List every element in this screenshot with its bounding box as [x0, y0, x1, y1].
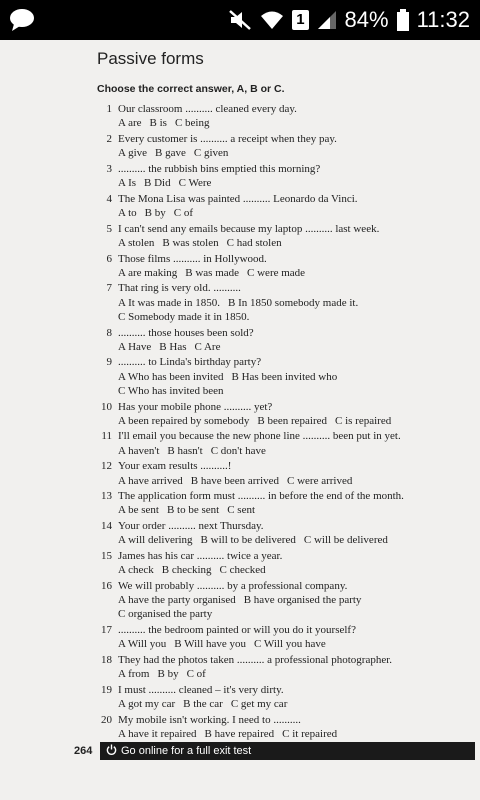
question-item — [100, 713, 460, 741]
answer-option: A to — [118, 206, 137, 219]
question-item — [100, 102, 460, 130]
question-text: Every customer is .......... a receipt when they pay. — [118, 132, 337, 145]
mute-icon — [228, 9, 252, 31]
answer-option: B by — [144, 206, 166, 219]
question-text: .......... the bedroom painted or will you do it yourself? — [118, 624, 356, 637]
question-text: .......... the rubbish bins emptied this morning? — [118, 162, 321, 175]
question-text: Those films .......... in Hollywood. — [118, 252, 267, 265]
sim-badge: 1 — [292, 10, 308, 30]
question-text: That ring is very old. .......... — [118, 282, 241, 295]
answer-option: B have been arrived — [190, 474, 280, 487]
answer-option: A been repaired by somebody — [118, 414, 250, 427]
answer-option: A have it repaired — [118, 728, 197, 741]
question-number: 11 — [101, 430, 112, 443]
answer-option: A give — [118, 147, 148, 160]
answer-options — [118, 414, 460, 428]
question-number: 2 — [106, 132, 112, 145]
answer-options — [118, 444, 460, 458]
page-number: 264 — [74, 745, 93, 757]
question-number: 7 — [106, 282, 112, 295]
question-number: 18 — [101, 654, 112, 667]
answer-options — [118, 370, 460, 384]
question-number: 1 — [106, 103, 112, 115]
instruction: Choose the correct answer, A, B or C. — [97, 83, 285, 95]
wifi-icon — [260, 9, 284, 31]
question-item — [100, 549, 460, 577]
question-number: 9 — [106, 356, 112, 369]
question-number: 3 — [106, 162, 112, 175]
question-number: 20 — [101, 713, 112, 726]
answer-options — [118, 667, 460, 681]
answer-option: C Somebody made it in 1850. — [118, 310, 250, 323]
question-text: We will probably .......... by a professional company. — [118, 580, 348, 592]
question-number: 15 — [101, 550, 112, 563]
answer-option: C had stolen — [226, 236, 282, 249]
book-page — [0, 40, 480, 800]
answer-option: B In 1850 somebody made it. — [228, 296, 359, 309]
question-text: I can't send any emails because my laptop .......... last week. — [118, 222, 380, 235]
answer-option: A are — [118, 117, 142, 130]
answer-option: A Is — [118, 177, 137, 190]
answer-options — [118, 607, 460, 621]
answer-options — [118, 727, 460, 741]
answer-options — [118, 176, 460, 190]
answer-options — [118, 697, 460, 711]
answer-options — [118, 533, 460, 547]
question-text: I must .......... cleaned – it's very dirty. — [118, 683, 284, 696]
question-text: Your exam results ..........! — [118, 460, 232, 473]
answer-option: B have organised the party — [243, 594, 362, 607]
question-text: My mobile isn't working. I need to .......... — [118, 713, 301, 726]
answer-option: C of — [173, 206, 193, 219]
question-number: 8 — [106, 326, 112, 339]
question-item — [100, 579, 460, 622]
answer-option: C will be delivered — [303, 534, 388, 547]
page-title: Passive forms — [97, 49, 204, 68]
question-item — [100, 519, 460, 547]
answer-option: C were made — [247, 266, 306, 279]
answer-option: C were arrived — [287, 474, 353, 487]
answer-option: B is — [149, 117, 167, 130]
answer-option: B have repaired — [204, 728, 275, 741]
battery-percent: 84% — [344, 7, 389, 32]
question-item — [100, 429, 460, 457]
question-item — [100, 162, 460, 190]
answer-option: C sent — [227, 504, 256, 517]
question-item — [100, 252, 460, 280]
footer-text: Go online for a full exit test — [121, 745, 252, 757]
answer-option: A stolen — [118, 236, 155, 249]
signal-icon — [317, 10, 337, 30]
answer-option: C Will you have — [254, 638, 326, 651]
question-item — [100, 192, 460, 220]
answer-option: C of — [186, 668, 206, 681]
answer-option: B Has been invited who — [231, 370, 338, 383]
answer-options — [118, 116, 460, 130]
question-text: They had the photos taken .......... a professional photographer. — [118, 654, 393, 667]
question-text: Your order .......... next Thursday. — [118, 520, 264, 533]
answer-option: C organised the party — [118, 608, 213, 621]
question-item — [100, 281, 460, 324]
answer-option: A Who has been invited — [118, 370, 224, 383]
answer-option: B checking — [161, 564, 212, 577]
question-item — [100, 400, 460, 428]
question-text: Has your mobile phone .......... yet? — [118, 400, 273, 413]
question-item — [100, 222, 460, 250]
question-item — [100, 132, 460, 160]
answer-option: A It was made in 1850. — [118, 296, 221, 309]
question-number: 19 — [101, 683, 112, 696]
question-item — [100, 355, 460, 398]
question-text: The Mona Lisa was painted .......... Leonardo da Vinci. — [118, 192, 358, 205]
question-text: .......... those houses been sold? — [118, 326, 254, 339]
question-number: 14 — [101, 520, 112, 533]
answer-options — [118, 146, 460, 160]
answer-option: C being — [174, 117, 210, 130]
battery-icon — [397, 9, 409, 31]
question-number: 17 — [101, 624, 112, 637]
question-item — [100, 459, 460, 487]
answer-option: A Will you — [118, 638, 167, 651]
answer-option: B hasn't — [167, 444, 203, 457]
question-item — [100, 326, 460, 354]
answer-options — [118, 563, 460, 577]
answer-option: C Are — [194, 340, 221, 353]
answer-option: B Will have you — [174, 638, 247, 651]
question-number: 6 — [106, 252, 112, 265]
chat-notification-icon — [8, 8, 36, 37]
answer-option: C Who has invited been — [118, 384, 224, 397]
answer-option: A haven't — [118, 444, 160, 457]
answer-options — [118, 503, 460, 517]
answer-option: B the car — [183, 698, 223, 711]
status-bar — [0, 0, 480, 40]
answer-option: B been repaired — [257, 414, 327, 427]
question-text: Our classroom .......... cleaned every day. — [118, 103, 297, 115]
question-text: The application form must .......... in before the end of the month. — [118, 490, 404, 503]
answer-option: B was made — [185, 266, 240, 279]
question-text: I'll email you because the new phone line .......... been put in yet. — [118, 430, 401, 443]
answer-options — [118, 384, 460, 398]
answer-option: B Has — [159, 340, 187, 353]
answer-options — [118, 296, 460, 310]
answer-options — [118, 266, 460, 280]
answer-option: C don't have — [210, 444, 266, 457]
power-icon — [106, 744, 117, 758]
answer-options — [118, 637, 460, 651]
question-number: 12 — [101, 460, 112, 473]
answer-option: A check — [118, 564, 154, 577]
online-test-banner — [100, 742, 475, 760]
answer-options — [118, 474, 460, 488]
question-number: 10 — [101, 400, 112, 413]
answer-option: C checked — [219, 564, 266, 577]
question-number: 13 — [101, 490, 112, 503]
answer-option: C Were — [178, 177, 212, 190]
answer-options — [118, 310, 460, 324]
answer-option: C get my car — [230, 698, 288, 711]
clock: 11:32 — [416, 7, 470, 32]
answer-option: A got my car — [118, 698, 176, 711]
answer-option: A will delivering — [118, 534, 193, 547]
answer-option: B gave — [155, 147, 186, 160]
question-number: 4 — [106, 192, 112, 205]
answer-option: A have arrived — [118, 474, 183, 487]
question-item — [100, 623, 460, 651]
question-number: 5 — [106, 222, 112, 235]
question-item — [100, 489, 460, 517]
answer-option: B Did — [144, 177, 171, 190]
answer-option: C it repaired — [282, 728, 338, 741]
question-text: .......... to Linda's birthday party? — [118, 356, 262, 369]
answer-option: A Have — [118, 340, 152, 353]
answer-option: A from — [118, 668, 150, 681]
answer-options — [118, 593, 460, 607]
answer-option: B was stolen — [162, 236, 219, 249]
question-list — [100, 102, 460, 743]
answer-option: A are making — [118, 266, 178, 279]
answer-options — [118, 206, 460, 220]
question-text: James has his car .......... twice a year. — [118, 550, 283, 563]
answer-option: B by — [157, 668, 179, 681]
answer-option: A be sent — [118, 504, 159, 517]
answer-option: C is repaired — [335, 414, 392, 427]
answer-options — [118, 340, 460, 354]
answer-option: C given — [193, 147, 229, 160]
answer-options — [118, 236, 460, 250]
answer-option: B to be sent — [166, 504, 220, 517]
answer-option: A have the party organised — [118, 594, 236, 607]
question-item — [100, 653, 460, 681]
question-item — [100, 683, 460, 711]
answer-option: B will to be delivered — [200, 534, 296, 547]
question-number: 16 — [101, 580, 112, 592]
footer — [0, 742, 480, 762]
